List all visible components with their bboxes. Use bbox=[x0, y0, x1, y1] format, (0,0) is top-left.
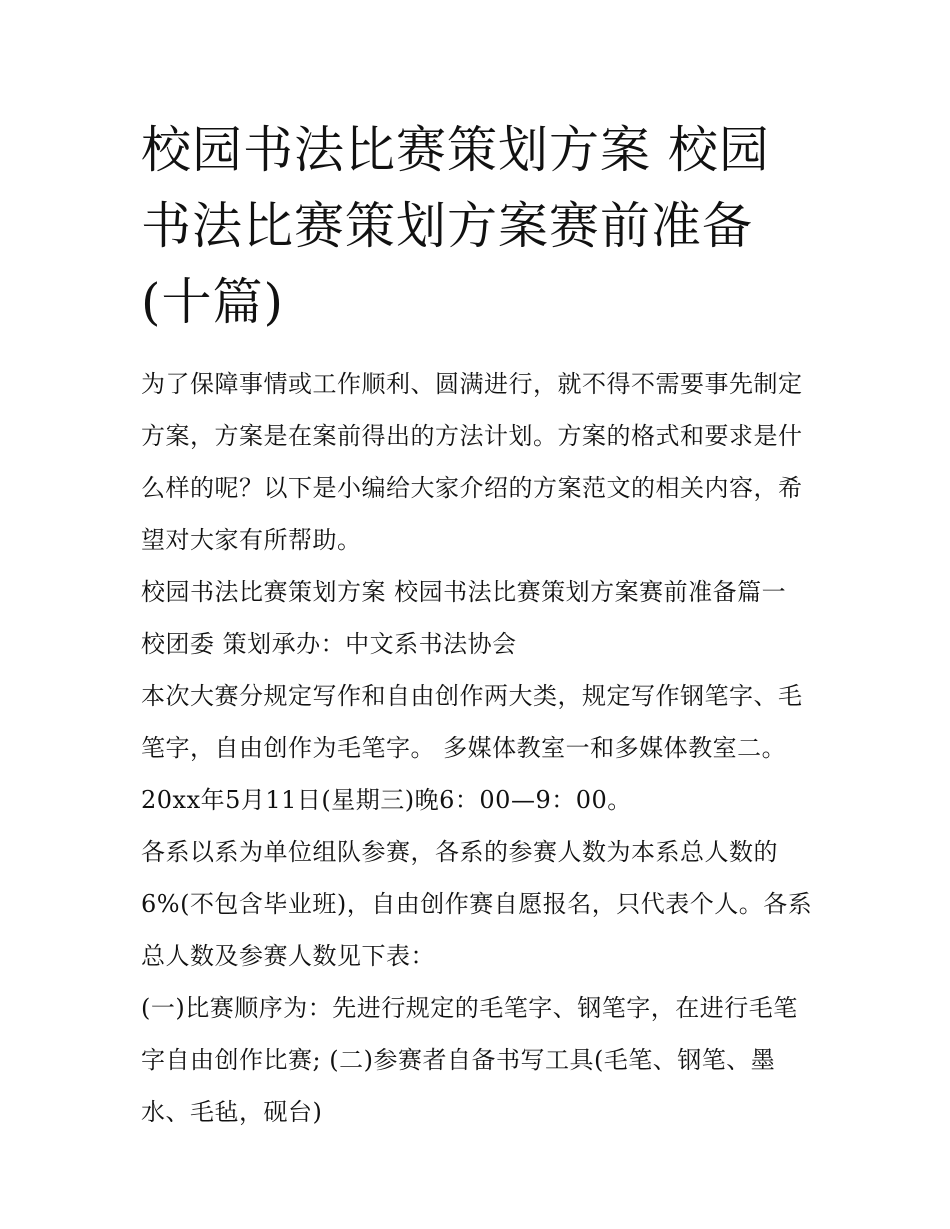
section-heading-paragraph: 校园书法比赛策划方案 校园书法比赛策划方案赛前准备篇一 bbox=[141, 578, 787, 606]
organizer-paragraph: 校团委 策划承办：中文系书法协会 bbox=[141, 630, 517, 658]
schedule-paragraph: 20xx年5月11日(星期三)晚6：00—9：00。 bbox=[141, 786, 632, 814]
categories-paragraph: 本次大赛分规定写作和自由创作两大类，规定写作钢笔字、毛笔字，自由创作为毛笔字。 多媒体教室一和多媒体教室二。 bbox=[141, 682, 803, 762]
document-body bbox=[141, 112, 813, 1138]
document-title: 校园书法比赛策划方案 校园书法比赛策划方案赛前准备(十篇) bbox=[141, 121, 770, 331]
intro-paragraph: 为了保障事情或工作顺利、圆满进行，就不得不需要事先制定方案，方案是在案前得出的方法计划。方案的格式和要求是什么样的呢？以下是小编给大家介绍的方案范文的相关内容，希望对大家有所帮助。 bbox=[141, 370, 803, 554]
participants-paragraph: 各系以系为单位组队参赛，各系的参赛人数为本系总人数的6%(不包含毕业班)，自由创作赛自愿报名，只代表个人。各系总人数及参赛人数见下表： bbox=[141, 838, 813, 970]
rules-paragraph: (一)比赛顺序为：先进行规定的毛笔字、钢笔字，在进行毛笔字自由创作比赛; (二)参赛者自备书写工具(毛笔、钢笔、墨水、毛毡，砚台) bbox=[141, 994, 798, 1126]
